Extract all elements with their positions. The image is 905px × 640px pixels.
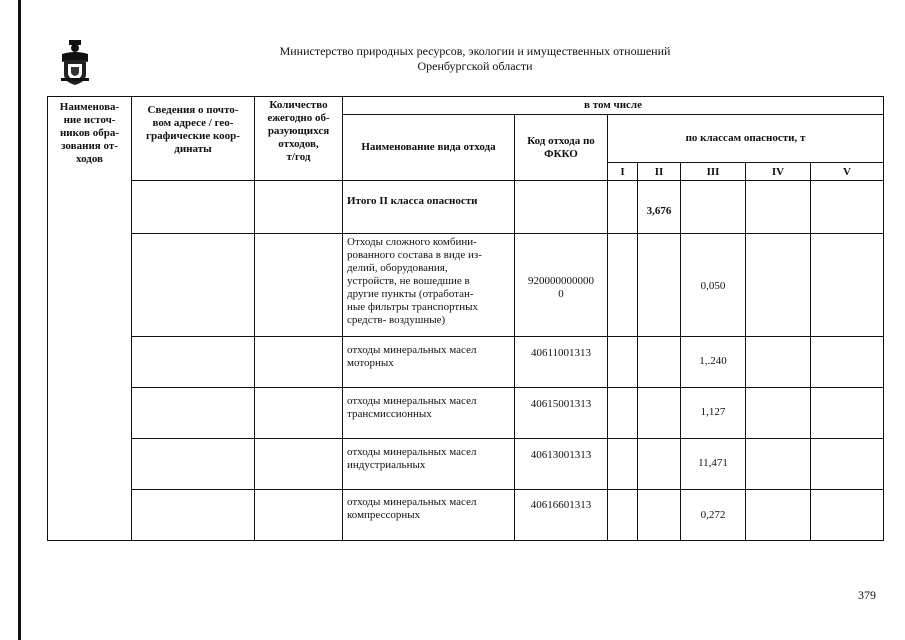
table-row: [347, 344, 513, 370]
waste-name-line: индустриальных: [347, 459, 426, 471]
table-row: [347, 496, 513, 522]
class-label-ii: II: [654, 166, 664, 178]
waste-name-line: делий, оборудования,: [347, 262, 448, 274]
table-row: [347, 395, 513, 421]
class-iii-value: 0,050: [700, 280, 726, 292]
coat-of-arms-icon: [60, 40, 90, 86]
header-quantity: Количество ежегодно об- разующихся отходов, т/год: [267, 99, 330, 163]
waste-name-line: компрессорных: [347, 509, 421, 521]
header-fkko-code: Код отхода по ФККО: [527, 134, 595, 160]
waste-name-line: отходы минеральных масел: [347, 446, 477, 458]
waste-name-line: устройств, не вошедшие в: [347, 275, 470, 287]
class-label-v: V: [843, 166, 851, 178]
waste-name-line: отходы минеральных масел: [347, 496, 477, 508]
page-number: 379: [858, 588, 876, 602]
header-source: Наименова- ние источ- ников обра- зования от- ходов: [59, 101, 120, 165]
table-row: [347, 446, 513, 472]
table-row: [347, 195, 512, 208]
waste-name-line: отходы минеральных масел: [347, 395, 477, 407]
header-hazard-classes: по классам опасности, т: [685, 132, 806, 144]
waste-name-line: другие пункты (отработан-: [347, 288, 474, 300]
ministry-header: [240, 44, 710, 74]
class-iii-value: 1,.240: [699, 355, 727, 367]
waste-name-line: моторных: [347, 357, 394, 369]
class-label-iii: III: [706, 166, 720, 178]
waste-name-line: трансмиссионных: [347, 408, 432, 420]
waste-name-line: рованного состава в виде из-: [347, 249, 482, 261]
fkko-code: 40615001313: [530, 398, 592, 410]
waste-name-line: отходы минеральных масел: [347, 344, 477, 356]
header-waste-name: Наименование вида отхода: [361, 141, 496, 153]
scan-edge-line: [18, 0, 21, 640]
fkko-code: 40616601313: [530, 499, 592, 511]
fkko-code: 920000000000 0: [528, 275, 594, 300]
class-ii-value: 3,676: [646, 205, 672, 217]
waste-name-line: Отходы сложного комбини-: [347, 236, 477, 248]
class-iii-value: 11,471: [698, 457, 728, 469]
header-address: Сведения о почто- вом адресе / гео- графические коор- динаты: [146, 104, 240, 155]
header-including: в том числе: [584, 99, 642, 111]
class-label-i: I: [620, 166, 625, 178]
class-iii-value: 1,127: [700, 406, 726, 418]
class-iii-value: 0,272: [700, 509, 726, 521]
table-row: [347, 236, 513, 327]
fkko-code: 40613001313: [530, 449, 592, 461]
fkko-code: 40611001313: [530, 347, 592, 359]
waste-name-line: средств- воздушные): [347, 314, 446, 326]
class-label-iv: IV: [771, 166, 785, 178]
ministry-name-line1: Министерство природных ресурсов, экологии и имущественных отношений: [279, 44, 671, 58]
waste-name: Итого II класса опасности: [347, 195, 478, 207]
ministry-name-line2: Оренбургской области: [417, 59, 533, 73]
waste-name-line: ные фильтры транспортных: [347, 301, 479, 313]
